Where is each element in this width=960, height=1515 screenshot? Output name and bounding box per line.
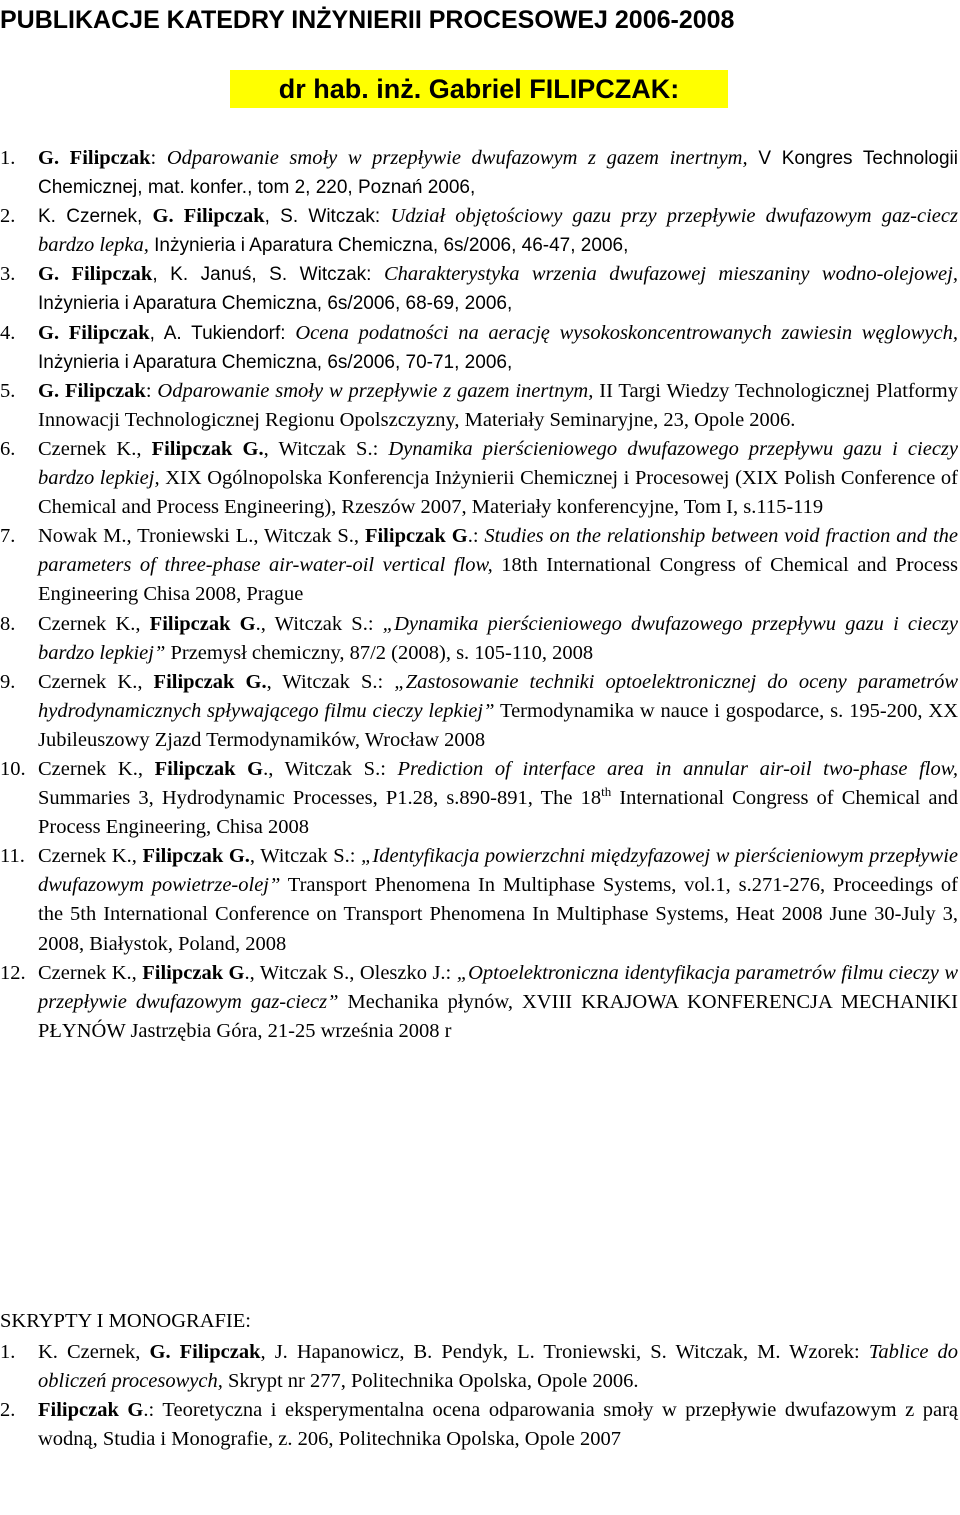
citation-text: Inżynieria i Aparatura Chemiczna, 6s/2006, 70-71, 2006, bbox=[38, 351, 513, 373]
publication-item bbox=[0, 610, 958, 668]
monograph-item bbox=[0, 1396, 958, 1454]
superscript: th bbox=[601, 784, 612, 800]
author-name: G. Filipczak bbox=[152, 205, 265, 228]
publication-item bbox=[0, 435, 958, 522]
publication-title: Udział objętościowy gazu przy przepływie dwufazowym gaz-ciecz bardzo lepka, bbox=[38, 205, 958, 257]
publication-item bbox=[0, 377, 958, 435]
monograph-list bbox=[0, 1338, 958, 1454]
publication-list bbox=[0, 144, 958, 1046]
citation-text: Czernek K., bbox=[38, 845, 143, 868]
citation-text: , Witczak S.: bbox=[249, 845, 361, 868]
author-heading: dr hab. inż. Gabriel FILIPCZAK: bbox=[230, 70, 728, 108]
publication-title: Tablice do obliczeń procesowych, bbox=[38, 1341, 959, 1393]
citation-text: ., Witczak S.: bbox=[255, 612, 383, 635]
publication-item bbox=[0, 522, 958, 609]
author-name: Filipczak G bbox=[38, 1399, 144, 1422]
citation-text: , S. Witczak: bbox=[264, 206, 391, 228]
citation-text: XIX Ogólnopolska Konferencja Inżynierii Chemicznej i Procesowej (XIX Polish Conference of Chemical and Process Engineering), Rzeszów 2007, Materiały konferencyjne, Tom I, s.115-119 bbox=[38, 467, 958, 519]
citation-text: Inżynieria i Aparatura Chemiczna, 6s/2006, 46-47, 2006, bbox=[148, 235, 629, 257]
citation-text: K. Czernek, bbox=[38, 206, 153, 228]
publication-title: Ocena podatności na aerację wysokoskoncentrowanych zawiesin węglowych, bbox=[295, 321, 958, 344]
citation-text: Transport Phenomena In Multiphase Systems, vol.1, s.271-276, Proceedings of the 5th International Conference on Transport Phenomena In Multiphase Systems, Heat 2008 June 30-July 3, 2008, Białystok, Poland, 2008 bbox=[38, 874, 958, 955]
page-title: PUBLIKACJE KATEDRY INŻYNIERII PROCESOWEJ 2006-2008 bbox=[0, 6, 735, 34]
citation-text: , Witczak S.: bbox=[263, 437, 389, 460]
publication-title: Odparowanie smoły w przepływie z gazem inertnym, bbox=[157, 379, 594, 402]
citation-text: ., Witczak S., Oleszko J.: bbox=[244, 961, 457, 984]
citation-text: Inżynieria i Aparatura Chemiczna, 6s/2006, 68-69, 2006, bbox=[38, 293, 513, 315]
item-number: 12. bbox=[0, 961, 26, 984]
item-number: 6. bbox=[0, 437, 16, 460]
author-name: Filipczak G bbox=[142, 961, 245, 984]
item-number: 9. bbox=[0, 670, 16, 693]
citation-text: II Targi Wiedzy Technologicznej Platformy Innowacji Technologicznej Regionu Opolszczyzny, Materiały Seminaryjne, 23, Opole 2006. bbox=[38, 379, 958, 431]
item-number: 8. bbox=[0, 612, 16, 635]
monographs-heading: SKRYPTY I MONOGRAFIE: bbox=[0, 1310, 251, 1332]
citation-text: Skrypt nr 277, Politechnika Opolska, Opole 2006. bbox=[222, 1370, 639, 1393]
citation-text: Czernek K., bbox=[38, 437, 152, 460]
citation-text: Nowak M., Troniewski L., Witczak S., bbox=[38, 525, 365, 548]
citation-text: Termodynamika w nauce i gospodarce, s. 195-200, XX Jubileuszowy Zjazd Termodynamików, Wrocław 2008 bbox=[38, 699, 958, 751]
citation-text: K. Czernek, bbox=[38, 1341, 150, 1363]
citation-text: Czernek K., bbox=[38, 961, 143, 984]
item-number: 1. bbox=[0, 147, 16, 169]
citation-text: .: Teoretyczna i eksperymentalna ocena odparowania smoły w przepływie dwufazowym z parą wodną, Studia i Monografie, z. 206, Politechnika Opolska, Opole 2007 bbox=[38, 1399, 958, 1451]
author-name: G. Filipczak bbox=[38, 379, 146, 402]
item-number: 11. bbox=[0, 845, 25, 868]
citation-text: ., Witczak S.: bbox=[263, 757, 398, 780]
citation-text: Mechanika płynów, XVIII KRAJOWA KONFERENCJA MECHANIKI PŁYNÓW Jastrzębia Góra, 21-25 września 2008 r bbox=[38, 990, 958, 1042]
author-name: Filipczak G. bbox=[153, 670, 267, 693]
citation-text: Czernek K., bbox=[38, 612, 150, 635]
publication-title: Studies on the relationship between void fraction and the parameters of three-phase air-water-oil vertical flow, bbox=[38, 525, 958, 577]
item-number: 5. bbox=[0, 379, 16, 402]
author-name: G. Filipczak bbox=[149, 1341, 261, 1363]
item-number: 2. bbox=[0, 1399, 16, 1422]
citation-text: , A. Tukiendorf: bbox=[149, 322, 296, 344]
author-name: G. Filipczak bbox=[38, 263, 153, 286]
item-number: 4. bbox=[0, 321, 16, 344]
citation-text: V Kongres Technologii Chemicznej, mat. konfer., tom 2, 220, Poznań 2006, bbox=[38, 148, 958, 199]
publication-title: „Zastosowanie techniki optoelektronicznej do oceny parametrów hydrodynamicznych spływającego filmu cieczy lepkiej” bbox=[38, 670, 958, 722]
author-name: G. Filipczak bbox=[38, 147, 151, 169]
publication-item bbox=[0, 842, 958, 958]
citation-text: .: bbox=[467, 525, 485, 548]
monograph-item bbox=[0, 1338, 958, 1396]
citation-text: 18th International Congress of Chemical and Process Engineering Chisa 2008, Prague bbox=[38, 554, 958, 606]
publication-title: Dynamika pierścieniowego dwufazowego przepływu gazu i cieczy bardzo lepkiej, bbox=[38, 437, 958, 490]
publication-title: „Optoelektroniczna identyfikacja parametrów filmu cieczy w przepływie dwufazowym gaz-ciecz” bbox=[38, 961, 958, 1013]
publication-item bbox=[0, 260, 958, 318]
item-number: 1. bbox=[0, 1341, 16, 1363]
publication-item bbox=[0, 668, 958, 755]
item-number: 2. bbox=[0, 205, 16, 228]
publication-title: Prediction of interface area in annular air-oil two-phase flow, bbox=[397, 757, 959, 780]
author-name: Filipczak G. bbox=[142, 845, 250, 868]
citation-text: , K. Januś, S. Witczak: bbox=[152, 264, 384, 286]
author-name: Filipczak G bbox=[364, 525, 468, 548]
item-number: 10. bbox=[0, 757, 26, 780]
author-name: Filipczak G bbox=[154, 757, 264, 780]
citation-text: Czernek K., bbox=[38, 757, 155, 780]
publication-item bbox=[0, 959, 958, 1046]
item-number: 3. bbox=[0, 263, 16, 286]
author-name: G. Filipczak bbox=[38, 321, 150, 344]
publication-item bbox=[0, 202, 958, 260]
citation-text: : bbox=[145, 379, 158, 402]
citation-text: Summaries 3, Hydrodynamic Processes, P1.28, s.890-891, The 18 bbox=[38, 787, 602, 810]
citation-text: : bbox=[150, 147, 167, 169]
citation-text: Czernek K., bbox=[38, 670, 154, 693]
item-number: 7. bbox=[0, 525, 16, 548]
publication-item bbox=[0, 144, 958, 202]
publication-item bbox=[0, 319, 958, 377]
citation-text: International Congress of Chemical and Process Engineering, Chisa 2008 bbox=[38, 787, 958, 839]
publication-title: Charakterystyka wrzenia dwufazowej mieszaniny wodno-olejowej, bbox=[384, 263, 958, 286]
publication-title: Odparowanie smoły w przepływie dwufazowym z gazem inertnym, bbox=[166, 147, 748, 169]
citation-text: Przemysł chemiczny, 87/2 (2008), s. 105-110, 2008 bbox=[165, 641, 594, 664]
citation-text: , Witczak S.: bbox=[266, 670, 395, 693]
publication-item bbox=[0, 755, 958, 842]
publication-title: „Dynamika pierścieniowego dwufazowego przepływu gazu i cieczy bardzo lepkiej” bbox=[38, 612, 958, 664]
author-name: Filipczak G bbox=[149, 612, 256, 635]
author-name: Filipczak G. bbox=[151, 437, 264, 460]
citation-text: , J. Hapanowicz, B. Pendyk, L. Troniewski, S. Witczak, M. Wzorek: bbox=[260, 1341, 869, 1363]
publication-title: „Identyfikacja powierzchni międzyfazowej w pierścieniowym przepływie dwufazowym powietrze-olej” bbox=[38, 845, 958, 897]
